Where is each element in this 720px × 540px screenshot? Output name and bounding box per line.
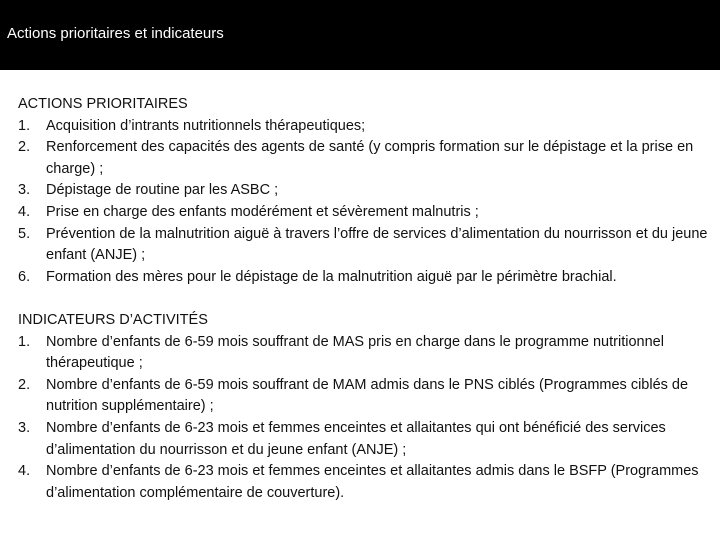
item-text: Renforcement des capacités des agents de santé (y compris formation sur le dépistage et la prise en charge) ; xyxy=(46,139,694,177)
item-text: Nombre d’enfants de 6-59 mois souffrant de MAM admis dans le PNS ciblés (Programmes ciblés de nutrition supplémentaire) ; xyxy=(46,376,689,415)
page-title: Actions prioritaires et indicateurs xyxy=(7,25,224,42)
list-item xyxy=(18,224,708,267)
item-text: Prise en charge des enfants modérément et sévèrement malnutris ; xyxy=(46,203,479,220)
item-number: 4. xyxy=(18,463,31,480)
activity-indicators-heading: INDICATEURS D’ACTIVITÉS xyxy=(18,311,208,328)
priority-actions-heading: ACTIONS PRIORITAIRES xyxy=(18,96,188,112)
list-item xyxy=(18,332,708,375)
activity-indicators-list xyxy=(18,332,708,505)
item-number: 2. xyxy=(18,139,31,156)
item-number: 3. xyxy=(18,182,31,199)
list-item xyxy=(18,461,708,504)
item-text: Nombre d’enfants de 6-23 mois et femmes enceintes et allaitantes admis dans le BSFP (Programmes d’alimentation complémentaire de couverture). xyxy=(46,463,699,501)
item-number: 5. xyxy=(18,225,31,242)
list-item xyxy=(18,418,708,461)
item-number: 6. xyxy=(18,268,31,285)
item-number: 4. xyxy=(18,203,31,220)
list-item xyxy=(18,202,708,224)
list-item xyxy=(18,137,708,180)
item-text: Dépistage de routine par les ASBC ; xyxy=(46,182,279,199)
item-number: 3. xyxy=(18,419,31,436)
item-number: 1. xyxy=(18,333,31,350)
item-number: 1. xyxy=(18,117,31,134)
item-text: Prévention de la malnutrition aiguë à travers l’offre de services d’alimentation du nourrisson et du jeune enfant (ANJE) ; xyxy=(46,225,708,264)
item-text: Nombre d’enfants de 6-59 mois souffrant de MAS pris en charge dans le programme nutritionnel thérapeutique ; xyxy=(46,333,664,372)
item-text: Formation des mères pour le dépistage de la malnutrition aiguë par le périmètre brachial. xyxy=(46,268,617,285)
title-bar xyxy=(0,0,720,70)
slide-body xyxy=(18,94,708,504)
list-item xyxy=(18,180,708,202)
priority-actions-list xyxy=(18,116,708,289)
item-text: Nombre d’enfants de 6-23 mois et femmes enceintes et allaitantes qui ont bénéficié des services d’alimentation du nourrisson et du jeune enfant (ANJE) ; xyxy=(46,419,666,458)
list-item xyxy=(18,116,708,138)
list-item xyxy=(18,267,708,289)
list-item xyxy=(18,375,708,418)
section-spacer xyxy=(18,288,708,310)
item-text: Acquisition d’intrants nutritionnels thérapeutiques; xyxy=(46,117,366,134)
item-number: 2. xyxy=(18,376,31,393)
